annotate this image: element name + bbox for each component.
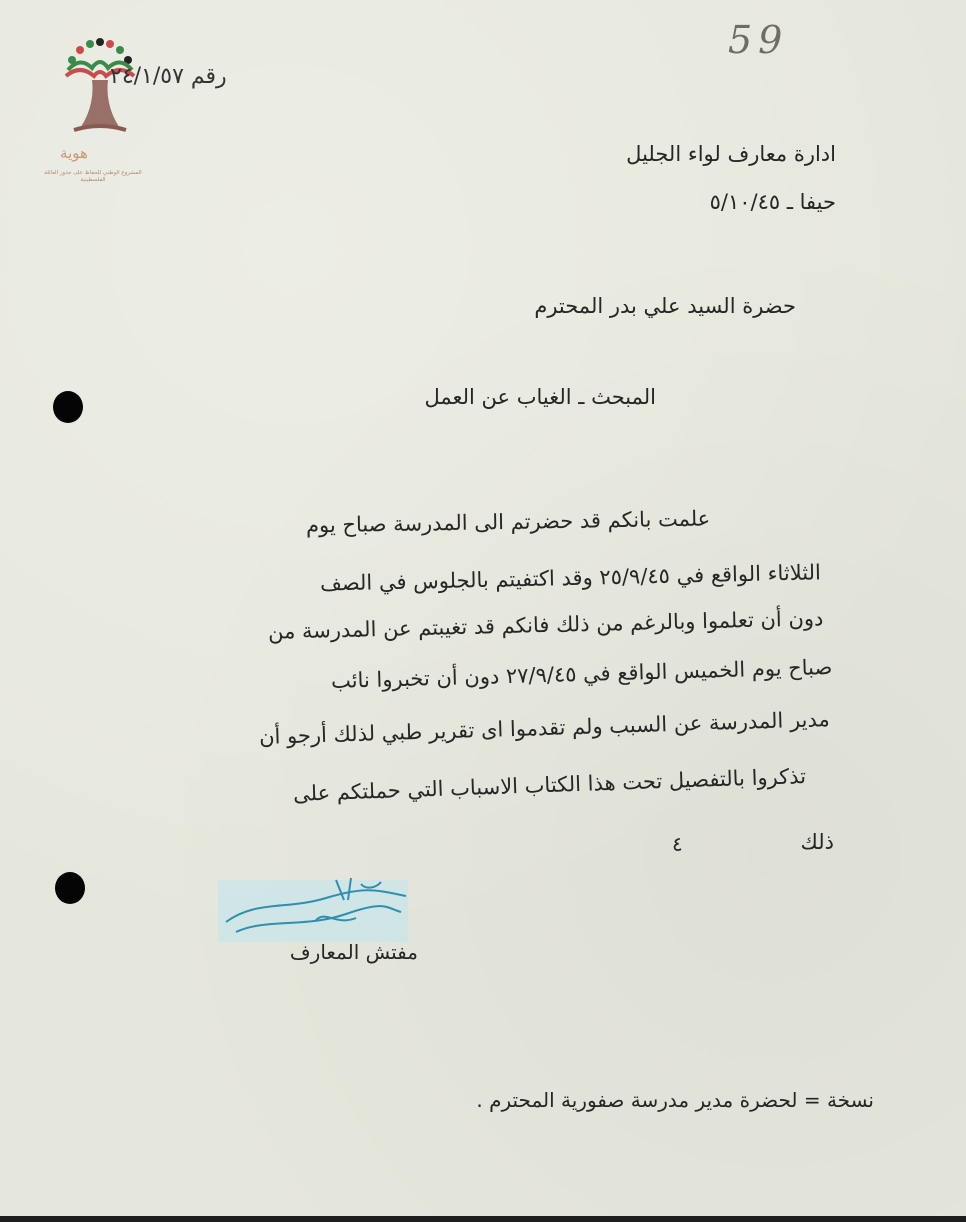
body-line-7: ذلك [800, 830, 834, 854]
handwritten-signature [216, 870, 416, 950]
body-line-5: مدير المدرسة عن السبب ولم تقدموا اى تقرير طبي لذلك أرجو أن [258, 707, 831, 749]
body-line-2: الثلاثاء الواقع في ٢٥/٩/٤٥ وقد اكتفيتم بالجلوس في الصف [319, 560, 822, 596]
body-line-4: صباح يوم الخميس الواقع في ٢٧/٩/٤٥ دون أن تخبروا نائب [330, 655, 833, 693]
body-line-6: تذكروا بالتفصيل تحت هذا الكتاب الاسباب التي حملتكم على [292, 764, 807, 806]
page-number: 59 [728, 18, 789, 62]
subject-line: المبحث ـ الغياب عن العمل [424, 385, 656, 409]
scan-bottom-edge [0, 1216, 966, 1222]
reference-number: رقم ٢٤/١/٥٧ [110, 64, 227, 89]
logo-name: هوية [60, 144, 88, 162]
body-line-1: علمت بانكم قد حضرتم الى المدرسة صباح يوم [305, 506, 711, 538]
copy-to-line: نسخة = لحضرة مدير مدرسة صفورية المحترم . [476, 1088, 874, 1112]
logo-tagline: المشروع الوطني للحفاظ على جذور العائلة الفلسطينية [44, 170, 142, 183]
office-name: ادارة معارف لواء الجليل [626, 142, 836, 166]
addressee: حضرة السيد علي بدر المحترم [534, 294, 796, 318]
punch-hole [55, 872, 85, 904]
signatory-title: مفتش المعارف [289, 940, 418, 964]
end-mark: ٤ [672, 832, 683, 856]
punch-hole [53, 391, 83, 423]
place-date: حيفا ـ ٥/١٠/٤٥ [709, 190, 836, 214]
body-line-3: دون أن تعلموا وبالرغم من ذلك فانكم قد تغيبتم عن المدرسة من [267, 606, 824, 644]
